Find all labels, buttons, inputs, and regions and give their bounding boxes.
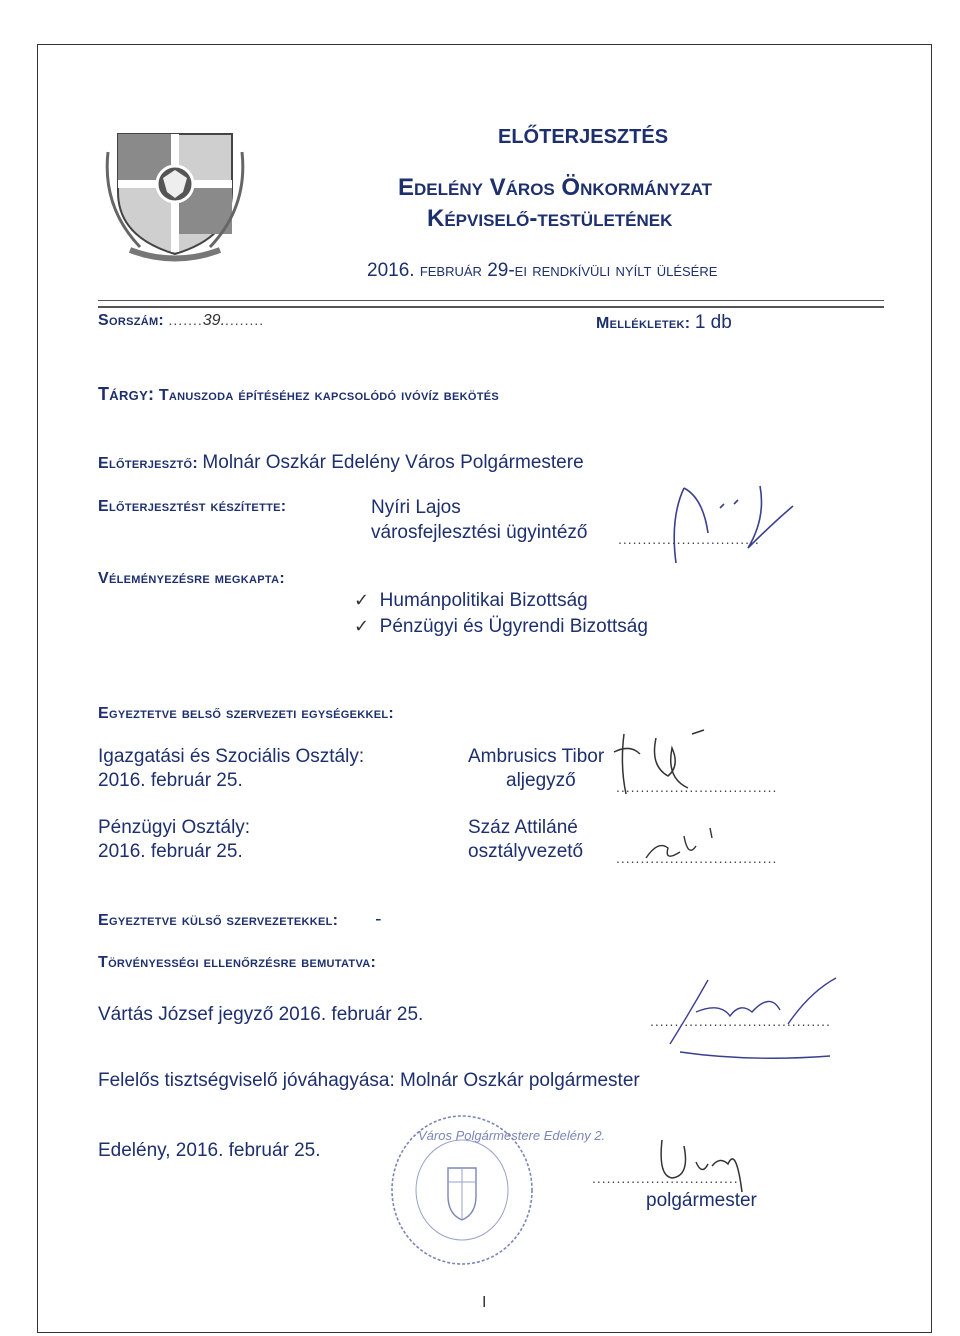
preparer-name: Nyíri Lajos bbox=[371, 497, 461, 518]
jegyzo-signature bbox=[660, 972, 840, 1062]
attachments-label: Mellékletek: bbox=[596, 315, 691, 332]
external-label: Egyeztetve külső szervezetekkel: bbox=[98, 912, 339, 929]
checkmark-icon: ✓ bbox=[354, 616, 370, 636]
checkmark-icon: ✓ bbox=[354, 590, 370, 610]
internal-unit-1: Igazgatási és Szociális Osztály: bbox=[98, 746, 365, 767]
header-rule-thin bbox=[98, 300, 884, 301]
preparer-signature bbox=[648, 478, 798, 568]
osztalyvezeto-signature bbox=[640, 818, 730, 868]
internal-date-1: 2016. február 25. bbox=[98, 770, 243, 791]
legal-label: Törvényességi ellenőrzésre bemutatva: bbox=[98, 954, 377, 971]
approval-line: Felelős tisztségviselő jóváhagyása: Molnár Oszkár polgármester bbox=[98, 1070, 640, 1091]
internal-person-2: Száz Attiláné bbox=[468, 817, 578, 838]
attachments-row bbox=[596, 312, 732, 334]
external-value: - bbox=[375, 909, 382, 930]
mayor-signature bbox=[650, 1136, 760, 1196]
committee-item-2 bbox=[354, 616, 648, 638]
presenter-value: Molnár Oszkár Edelény Város Polgármestere bbox=[202, 452, 584, 473]
subject-label: Tárgy: bbox=[98, 384, 155, 404]
presenter-row bbox=[98, 452, 584, 474]
internal-role-1: aljegyző bbox=[506, 770, 576, 791]
municipality-line-1: Edelény Város Önkormányzat bbox=[398, 174, 712, 201]
serial-label: Sorszám: bbox=[98, 312, 165, 329]
attachments-value: 1 db bbox=[694, 312, 732, 333]
internal-date-2: 2016. február 25. bbox=[98, 841, 243, 862]
presenter-label: Előterjesztő: bbox=[98, 455, 198, 472]
preparer-signature-line: ............................. bbox=[618, 531, 760, 547]
page-mark: I bbox=[482, 1294, 487, 1311]
coat-of-arms-emblem bbox=[100, 112, 250, 262]
opinion-label: Véleményezésre megkapta: bbox=[98, 570, 285, 587]
mayor-signature-line: .............................. bbox=[592, 1170, 739, 1186]
committee-item-1 bbox=[354, 590, 588, 612]
internal-unit-2: Pénzügyi Osztály: bbox=[98, 817, 251, 838]
municipality-line-2: Képviselő-testületének bbox=[427, 205, 673, 232]
internal-label: Egyeztetve belső szervezeti egységekkel: bbox=[98, 705, 395, 722]
place-date: Edelény, 2016. február 25. bbox=[98, 1140, 321, 1161]
serial-row: Sorszám: .......39......... bbox=[98, 312, 265, 329]
aljegyzo-signature bbox=[610, 726, 720, 796]
subject-value: Tanuszoda építéséhez kapcsolódó ivóvíz bekötés bbox=[158, 387, 500, 404]
preparer-label: Előterjesztést készítette: bbox=[98, 498, 287, 515]
serial-value: 39. bbox=[202, 312, 226, 329]
internal-signature-line-2: ................................. bbox=[616, 850, 778, 866]
session-date: 2016. február 29-ei rendkívüli nyílt ülésére bbox=[367, 260, 718, 281]
document-title: ELŐTERJESZTÉS bbox=[498, 126, 669, 148]
committee-name: Pénzügyi és Ügyrendi Bizottság bbox=[379, 616, 648, 637]
internal-person-1: Ambrusics Tibor bbox=[468, 746, 605, 767]
header-rule bbox=[98, 306, 884, 308]
committee-name: Humánpolitikai Bizottság bbox=[379, 590, 588, 611]
legal-line: Vártás József jegyző 2016. február 25. bbox=[98, 1004, 424, 1025]
signatory-title: polgármester bbox=[646, 1190, 757, 1211]
stamp-text: Város Polgármestere Edelény 2. bbox=[418, 1128, 606, 1143]
subject-row bbox=[98, 384, 499, 405]
external-row bbox=[98, 909, 382, 931]
internal-role-2: osztályvezető bbox=[468, 841, 584, 862]
legal-signature-line: ..................................... bbox=[650, 1013, 831, 1029]
internal-signature-line-1: ................................. bbox=[616, 779, 778, 795]
preparer-role: városfejlesztési ügyintéző bbox=[371, 522, 588, 543]
